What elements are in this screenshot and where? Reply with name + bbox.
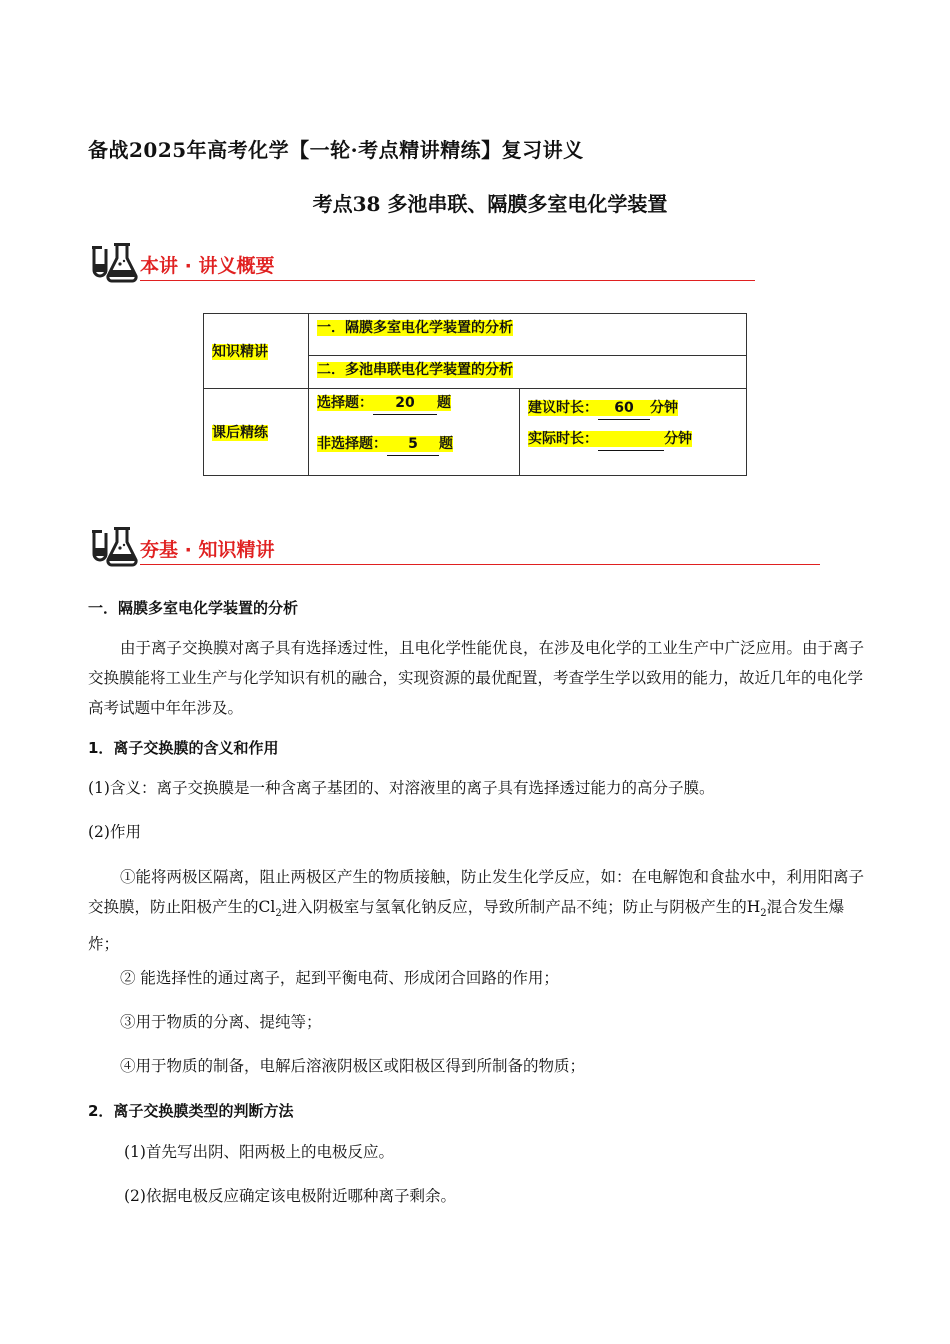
flask-icon [88,524,138,568]
use-point-1: ①能将两极区隔离，阻止两极区产生的物质接触，防止发生化学反应，如：在电解饱和食盐水中，利用阳离子交换膜，防止阳极产生的$Cl_2$进入阴极室与氢氧化钠反应，导致所制产品不纯；防止与阴极产生的$H_2$混合发生爆炸； [88,868,865,954]
overview-table [203,313,747,476]
document-subtitle: 考点38 多池串联、隔膜多室电化学装置 [312,192,668,216]
section-rule [140,564,820,565]
use-point-2: ② 能选择性的通过离子，起到平衡电荷、形成闭合回路的作用； [120,969,559,987]
section-header-overview [88,240,758,284]
content-heading: 一．隔膜多室电化学装置的分析 [88,599,299,617]
use-item: (2)作用 [88,823,141,841]
table-cell-label: 课后精练 [204,389,309,476]
table-cell-duration: 建议时长： 60 分钟 实际时长： 分钟 [520,389,747,476]
paragraph: 由于离子交换膜对离子具有选择透过性，且电化学性能优良，在涉及电化学的工业生产中广泛应用。由于离子交换膜能将工业生产与化学知识有机的融合，实现资源的最优配置，考查学生学以致用的能力，故近几年的电化学高考试题中年年涉及。 [88,639,865,717]
table-cell-item: 二．多池串联电化学装置的分析 [309,356,747,389]
section-label: 本讲 · 讲义概要 [140,255,275,277]
method-step-2: (2)依据电极反应确定该电极附近哪种离子剩余。 [124,1187,456,1205]
document-title: 备战2025年高考化学【一轮·考点精讲精练】复习讲义 [88,138,584,162]
definition-item: (1)含义：离子交换膜是一种含离子基团的、对溶液里的离子具有选择透过能力的高分子膜。 [88,779,715,797]
flask-icon [88,240,138,284]
table-cell-label: 知识精讲 [204,314,309,389]
section-header-knowledge [88,524,823,568]
content-subheading: 2．离子交换膜类型的判断方法 [88,1102,294,1120]
section-rule [140,280,755,281]
content-subheading: 1．离子交换膜的含义和作用 [88,739,279,757]
method-step-1: (1)首先写出阴、阳两极上的电极反应。 [124,1143,394,1161]
use-point-4: ④用于物质的制备，电解后溶液阴极区或阳极区得到所制备的物质； [120,1057,586,1075]
table-cell-exercises: 选择题： 20 题 非选择题： 5 题 [309,389,520,476]
use-point-3: ③用于物质的分离、提纯等； [120,1013,322,1031]
table-cell-item: 一．隔膜多室电化学装置的分析 [309,314,747,356]
section-label: 夯基 · 知识精讲 [140,539,275,561]
